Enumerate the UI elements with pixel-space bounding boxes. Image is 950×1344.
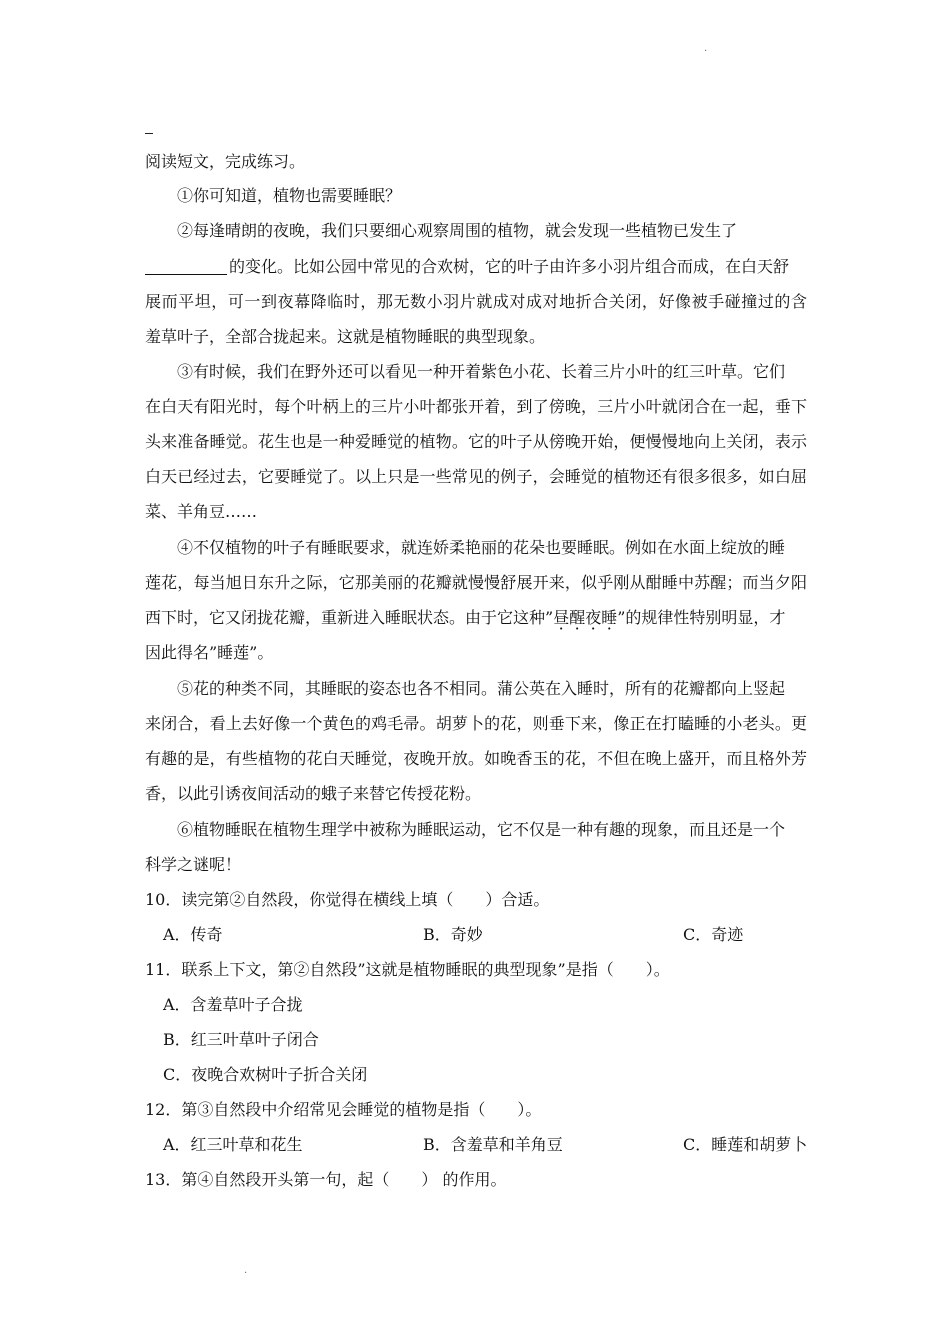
paragraph-2-line-1: ②每逢晴朗的夜晚，我们只要细心观察周围的植物，就会发现一些植物已发生了 [177,221,738,240]
paragraph-5-line-4: 香，以此引诱夜间活动的蛾子来替它传授花粉。 [145,784,482,803]
top-dash [145,133,153,134]
paragraph-5-line-3: 有趣的是，有些植物的花白天睡觉，夜晚开放。如晚香玉的花，不但在晚上盛开，而且格外芳 [145,749,807,768]
paragraph-1: ①你可知道，植物也需要睡眠？ [177,186,402,205]
footer-mark: . [244,1265,248,1276]
question-12-stem: 12．第③自然段中介绍常见会睡觉的植物是指（ ）。 [145,1100,542,1119]
paragraph-3-line-3: 头来准备睡觉。花生也是一种爱睡觉的植物。它的叶子从傍晚开始，便慢慢地向上关闭，表示 [145,432,807,451]
emphasis-char: 昼 [553,608,570,627]
emphasis-char: 醒 [569,608,586,627]
question-11-option-b[interactable]: B．红三叶草叶子闭合 [163,1030,319,1049]
question-10-option-c[interactable]: C．奇迹 [683,925,744,944]
instruction: 阅读短文，完成练习。 [145,152,306,171]
paragraph-4-line-1: ④不仅植物的叶子有睡眠要求，就连娇柔艳丽的花朵也要睡眠。例如在水面上绽放的睡 [177,538,786,557]
paragraph-6-line-1: ⑥植物睡眠在植物生理学中被称为睡眠运动，它不仅是一种有趣的现象，而且还是一个 [177,820,786,839]
question-11-option-a[interactable]: A．含羞草叶子合拢 [163,995,303,1014]
paragraph-2-line-2: 的变化。比如公园中常见的合欢树，它的叶子由许多小羽片组合而成，在白天舒 [145,256,789,278]
header-mark: . [704,43,708,54]
question-11-stem: 11．联系上下文，第②自然段”这就是植物睡眠的典型现象”是指（ ）。 [145,960,670,979]
paragraph-3-line-2: 在白天有阳光时，每个叶柄上的三片小叶都张开着，到了傍晚，三片小叶就闭合在一起，垂下 [145,397,807,416]
paragraph-3-line-4: 白天已经过去，它要睡觉了。以上只是一些常见的例子，会睡觉的植物还有很多很多，如白屈 [145,467,807,486]
paragraph-4-line-4: 因此得名”睡莲”。 [145,643,274,662]
paragraph-5-line-1: ⑤花的种类不同，其睡眠的姿态也各不相同。蒲公英在入睡时，所有的花瓣都向上竖起 [177,679,786,698]
question-12-option-a[interactable]: A．红三叶草和花生 [163,1135,303,1154]
question-12-option-b[interactable]: B．含羞草和羊角豆 [423,1135,563,1154]
paragraph-6-line-2: 科学之谜呢！ [145,855,242,874]
paragraph-5-line-2: 来闭合，看上去好像一个黄色的鸡毛帚。胡萝卜的花，则垂下来，像正在打瞌睡的小老头。更 [145,714,807,733]
emphasis-char: 夜 [585,608,602,627]
question-10-option-a[interactable]: A．传奇 [163,925,223,944]
paragraph-2-line-3: 展而平坦，可一到夜幕降临时，那无数小羽片就成对成对地折合关闭，好像被手碰撞过的含 [145,292,807,311]
question-13-stem: 13．第④自然段开头第一句，起（ ） 的作用。 [145,1170,507,1189]
question-10-stem: 10．读完第②自然段，你觉得在横线上填（ ）合适。 [145,890,550,909]
paragraph-4-line-2: 莲花，每当旭日东升之际，它那美丽的花瓣就慢慢舒展开来，似乎刚从酣睡中苏醒；而当夕阳 [145,573,807,592]
paragraph-2-line-4: 羞草叶子，全部合拢起来。这就是植物睡眠的典型现象。 [145,327,546,346]
emphasis-char: 睡 [601,608,618,627]
question-12-option-c[interactable]: C．睡莲和胡萝卜 [683,1135,808,1154]
question-11-option-c[interactable]: C．夜晚合欢树叶子折合关闭 [163,1065,368,1084]
fill-in-blank[interactable] [145,258,227,275]
paragraph-3-line-5: 菜、羊角豆…… [145,502,258,521]
paragraph-4-line-3: 西下时，它又闭拢花瓣，重新进入睡眠状态。由于它这种”昼醒夜睡”的规律性特别明显，才 [145,608,786,627]
paragraph-3-line-1: ③有时候，我们在野外还可以看见一种开着紫色小花、长着三片小叶的红三叶草。它们 [177,362,786,381]
question-10-option-b[interactable]: B．奇妙 [423,925,483,944]
